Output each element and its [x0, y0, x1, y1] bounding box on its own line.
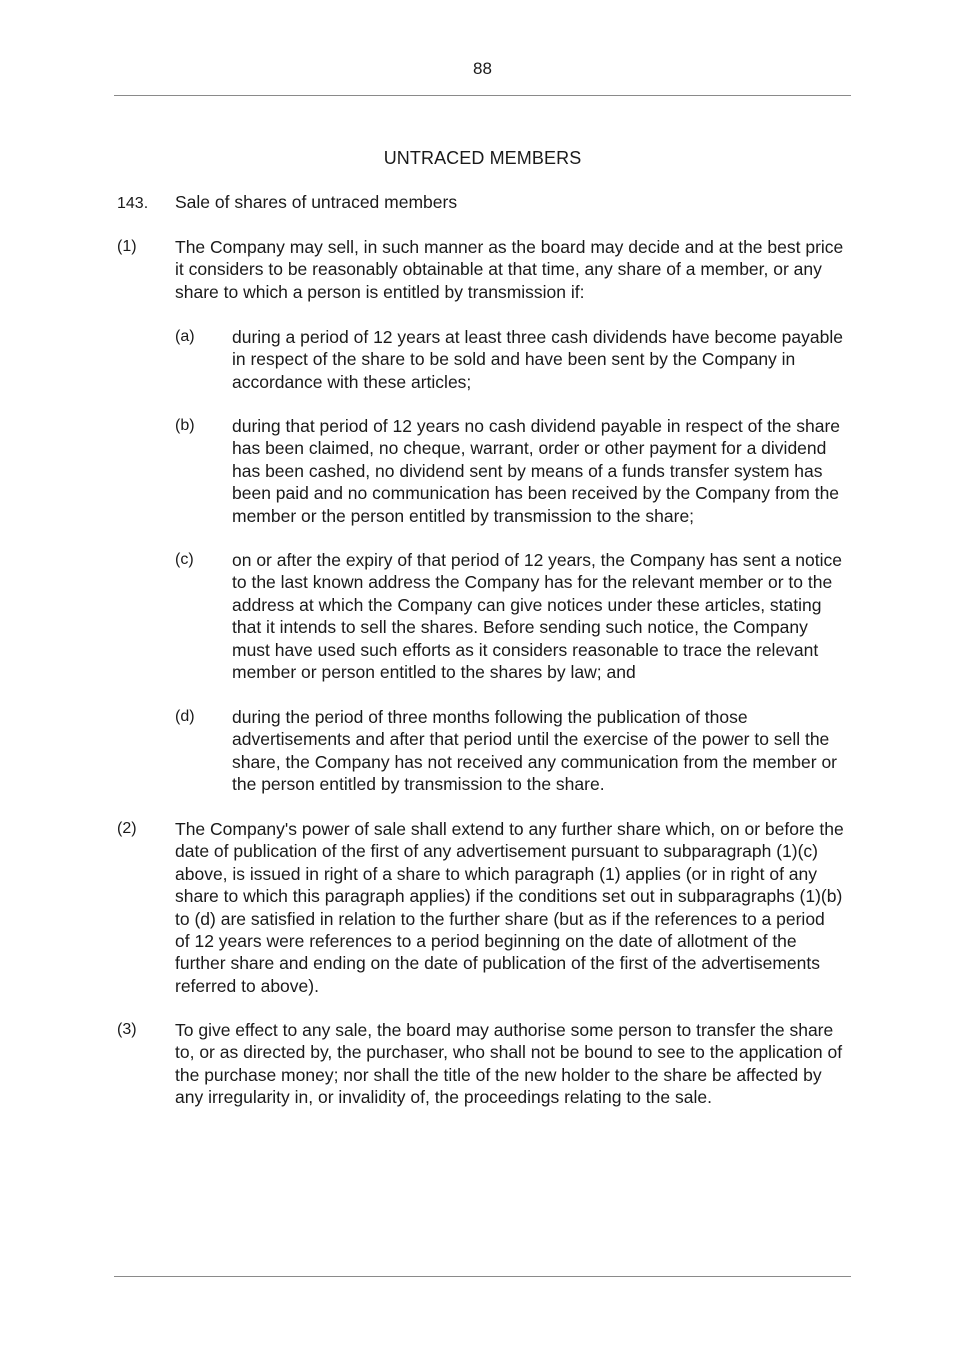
text-line: any irregularity in, or invalidity of, the proceedings relating to the sale.: [175, 1087, 712, 1108]
text-line: in respect of the share to be sold and have been sent by the Company in: [232, 349, 796, 370]
text-line: address at which the Company can give notices under these articles, stating: [232, 594, 822, 615]
text-line: accordance with these articles;: [232, 371, 472, 392]
page-number: 88: [473, 59, 492, 78]
text-line: advertisements and after that period until the exercise of the power to sell the: [232, 729, 830, 750]
subparagraph-label: (b): [175, 417, 195, 434]
text-line: it considers to be reasonably obtainable at that time, any share of a member, or any: [175, 259, 822, 280]
text-line: the purchase money; nor shall the title of the new holder to the share be affected by: [175, 1064, 822, 1085]
footer-rule: [114, 1276, 851, 1277]
text-line: share, the Company has not received any communication from the member or: [232, 751, 838, 772]
text-line: share to which a person is entitled by transmission if:: [175, 281, 585, 302]
text-line: during that period of 12 years no cash dividend payable in respect of the share: [232, 416, 841, 436]
paragraph-text: [175, 236, 843, 303]
text-line: been paid and no communication has been received by the Company from the: [232, 483, 840, 504]
text-line: member or person entitled to the shares by law; and: [232, 662, 636, 683]
text-line: the person entitled by transmission to the share.: [232, 774, 605, 795]
text-line: above, is issued in right of a share to which paragraph (1) applies (or in right of any: [175, 863, 818, 884]
subparagraph-text: [232, 706, 837, 796]
subparagraph-label: (d): [175, 708, 195, 725]
part-heading: UNTRACED MEMBERS: [383, 148, 582, 168]
text-line: The Company's power of sale shall extend to any further share which, on or before the: [175, 819, 844, 839]
subparagraph-text: [232, 549, 842, 683]
subparagraph-text: [232, 415, 840, 527]
text-line: has been cashed, no dividend sent by means of a funds transfer system has: [232, 460, 823, 481]
header-rule: [114, 95, 851, 96]
subparagraph-label: (c): [175, 551, 194, 568]
text-line: to, or as directed by, the purchaser, who shall not be bound to see to the application of: [175, 1042, 843, 1063]
text-line: during a period of 12 years at least three cash dividends have become payable: [232, 327, 843, 347]
text-line: To give effect to any sale, the board may authorise some person to transfer the share: [175, 1020, 834, 1040]
article-number: 143.: [117, 195, 149, 212]
text-line: of 12 years were references to a period beginning on the date of allotment of the: [175, 931, 797, 952]
paragraph-label: (3): [117, 1021, 137, 1038]
text-line: must have used such efforts as it considers reasonable to trace the relevant: [232, 639, 819, 660]
text-line: The Company may sell, in such manner as the board may decide and at the best price: [175, 237, 844, 257]
text-line: date of publication of the first of any advertisement pursuant to subparagraph (1)(c): [175, 841, 818, 862]
article-title: Sale of shares of untraced members: [175, 192, 458, 212]
text-line: to the last known address the Company has for the relevant member or to the: [232, 572, 833, 593]
text-line: during the period of three months following the publication of those: [232, 707, 748, 727]
text-line: further share and ending on the date of publication of the first of the advertisements: [175, 953, 820, 974]
paragraph-label: (2): [117, 820, 137, 837]
text-line: to (d) are satisfied in relation to the further share (but as if the references to a period: [175, 908, 825, 929]
text-line: referred to above).: [175, 975, 319, 996]
paragraph-text: [175, 1019, 842, 1109]
text-line: on or after the expiry of that period of 12 years, the Company has sent a notice: [232, 550, 842, 570]
text-line: has been claimed, no cheque, warrant, order or other payment for a dividend: [232, 438, 827, 459]
text-line: member or the person entitled by transmission to the share;: [232, 505, 695, 526]
paragraph-text: [175, 818, 844, 997]
text-line: that it intends to sell the shares. Before sending such notice, the Company: [232, 617, 808, 638]
paragraph-label: (1): [117, 238, 137, 255]
subparagraph-label: (a): [175, 328, 195, 345]
text-line: share to which this paragraph applies) if the conditions set out in subparagraphs (1)(b): [175, 886, 843, 907]
subparagraph-text: [232, 326, 843, 393]
